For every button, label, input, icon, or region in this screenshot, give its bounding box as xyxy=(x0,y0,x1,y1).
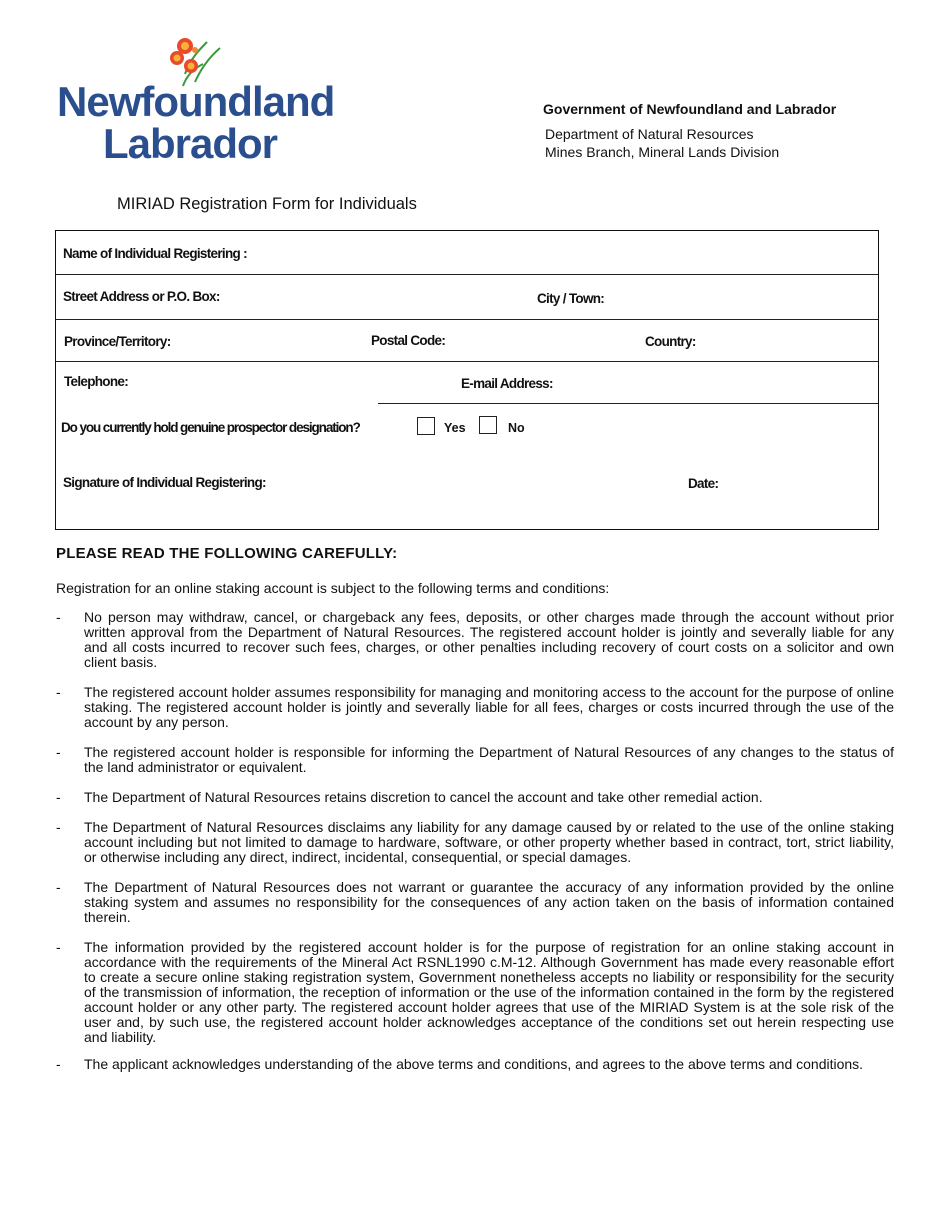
registration-form xyxy=(55,230,879,530)
list-item xyxy=(56,880,894,925)
prospector-question: Do you currently hold genuine prospector designation? xyxy=(61,420,360,435)
list-item xyxy=(56,820,894,865)
bullet-dash: - xyxy=(56,819,61,835)
term-text: The registered account holder is responsible for informing the Department of Natural Resources of any changes to the status of the land administrator or equivalent. xyxy=(84,744,894,775)
term-text: The registered account holder assumes responsibility for managing and monitoring access to the account for the purpose of online staking. The registered account holder is jointly and severally liable for all fees, charges or costs incurred through the use of the account by any person. xyxy=(84,684,894,730)
term-text: No person may withdraw, cancel, or chargeback any fees, deposits, or other charges made through the account without prior written approval from the Department of Natural Resources. The registered account holder is jointly and severally liable for any and all costs incurred to recover such fees, charges, or other penalties including recovery of court costs on a solicitor and own client basis. xyxy=(84,609,894,670)
terms-heading: PLEASE READ THE FOLLOWING CAREFULLY: xyxy=(56,545,398,562)
department-name: Department of Natural Resources xyxy=(545,126,754,142)
country-label: Country: xyxy=(645,334,696,349)
street-address-label: Street Address or P.O. Box: xyxy=(63,289,220,304)
term-text: The Department of Natural Resources disclaims any liability for any damage caused by or related to the use of the online staking account including but not limited to damage to hardware, software, or other property whether based in contract, tort, strict liability, or otherwise including any direct, indirect, incidental, consequential, or special damages. xyxy=(84,819,894,865)
list-item xyxy=(56,745,894,775)
bullet-dash: - xyxy=(56,1056,61,1072)
date-label: Date: xyxy=(688,476,719,491)
term-text: The information provided by the registered account holder is for the purpose of registration for an online staking account in accordance with the requirements of the Mineral Act RSNL1990 c.M-12. Although Government has made every reasonable effort to create a secure online staking registration system, Government nonetheless accepts no liability or responsibility for the security of the transmission of information, the reception of information or the use of the information contained in the form by the registered account holder or any other party. The registered account holder agrees that use of the MIRIAD System is at the sole risk of the user and, by such use, the registered account holder acknowledges acceptance of the conditions set out herein respecting use and liability. xyxy=(84,939,894,1045)
bullet-dash: - xyxy=(56,744,61,760)
term-text: The Department of Natural Resources does not warrant or guarantee the accuracy of any information provided by the online staking system and assumes no responsibility for the consequences of any action taken on the basis of information contained therein. xyxy=(84,879,894,925)
bullet-dash: - xyxy=(56,789,61,805)
yes-label: Yes xyxy=(444,421,466,435)
list-item xyxy=(56,940,894,1045)
form-title: MIRIAD Registration Form for Individuals xyxy=(117,195,417,213)
row-divider xyxy=(56,319,878,320)
logo-line-1: Newfoundland xyxy=(57,78,335,125)
bullet-dash: - xyxy=(56,939,61,955)
terms-intro: Registration for an online staking account is subject to the following terms and conditions: xyxy=(56,580,610,596)
name-label: Name of Individual Registering : xyxy=(63,246,247,261)
city-label: City / Town: xyxy=(537,291,605,306)
term-text: The applicant acknowledges understanding of the above terms and conditions, and agrees to the above terms and conditions. xyxy=(84,1056,864,1072)
email-label: E-mail Address: xyxy=(461,376,553,391)
newfoundland-labrador-logo xyxy=(55,34,335,167)
branch-name: Mines Branch, Mineral Lands Division xyxy=(545,144,780,160)
province-label: Province/Territory: xyxy=(64,334,171,349)
postal-code-label: Postal Code: xyxy=(371,333,446,348)
signature-label: Signature of Individual Registering: xyxy=(63,475,266,490)
no-checkbox[interactable] xyxy=(479,416,497,434)
term-text: The Department of Natural Resources retains discretion to cancel the account and take other remedial action. xyxy=(84,789,763,805)
list-item xyxy=(56,685,894,730)
list-item xyxy=(56,610,894,670)
row-divider xyxy=(56,274,878,275)
bullet-dash: - xyxy=(56,609,61,625)
row-divider xyxy=(378,403,878,404)
no-label: No xyxy=(508,421,525,435)
telephone-label: Telephone: xyxy=(64,374,129,389)
list-item xyxy=(56,1057,894,1072)
list-item xyxy=(56,790,894,805)
government-name: Government of Newfoundland and Labrador xyxy=(543,101,837,117)
logo-line-2: Labrador xyxy=(103,120,278,167)
bullet-dash: - xyxy=(56,684,61,700)
row-divider xyxy=(378,361,878,362)
bullet-dash: - xyxy=(56,879,61,895)
terms-list xyxy=(56,610,894,1087)
row-divider xyxy=(56,361,378,362)
yes-checkbox[interactable] xyxy=(417,417,435,435)
